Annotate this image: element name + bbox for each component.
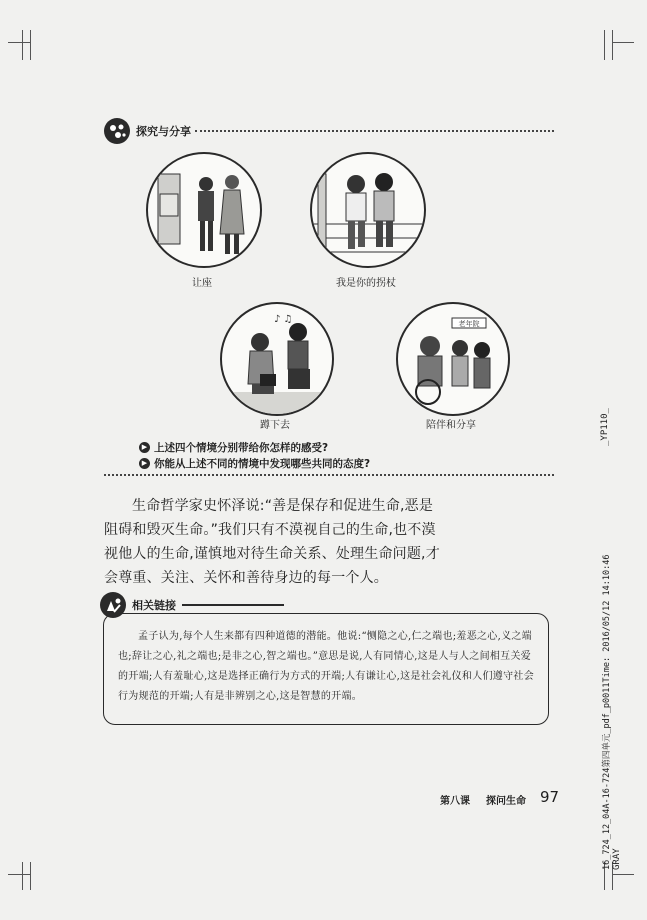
explore-badge-icon [104,118,130,144]
scene-caption: 让座 [192,278,212,289]
arrow-bullet-icon: ▶ [139,442,150,453]
question-item [139,456,370,471]
scene-sign: 老年院 [458,320,480,328]
crop-mark [22,30,23,60]
crop-mark [30,862,31,890]
header-rule [182,604,284,606]
related-link-text: 孟子认为,每个人生来都有四种道德的潜能。他说:“恻隐之心,仁之端也;羞恶之心,义之端也;辞让之心,礼之端也;是非之心,智之端也。”意思是说,人有同情心,这是人与人之间相互关爱的开端;人有羞耻心,这是选择正确行为方式的开端;人有谦让心,这是社会礼仪和人们遵守社会行为规范的开端;人有是非辨别之心,这是智慧的开端。 [118,631,534,702]
question-text: 你能从上述不同的情境中发现哪些共同的态度? [154,458,371,470]
explore-section-header [104,118,554,144]
scene-crutch-illustration [310,152,426,268]
scene-companionship-illustration [396,302,510,416]
crop-mark [604,30,605,60]
scene-squat-down-illustration [220,302,334,416]
scene-caption: 我是你的拐杖 [336,278,396,289]
scene-offer-seat-illustration [146,152,262,268]
print-gray-label: GRAY [612,848,622,870]
crop-mark [612,30,613,60]
related-link-title: 相关链接 [132,599,176,612]
crop-mark [30,30,31,60]
footer-lesson: 第八课 [440,796,470,807]
question-item [139,440,328,455]
crop-mark [8,42,30,43]
scene-caption: 陪伴和分享 [426,420,476,431]
dotted-divider [104,474,554,476]
crop-mark [612,874,634,875]
footer-lesson-title: 探问生命 [486,796,526,807]
crop-mark [612,42,634,43]
scene-caption: 蹲下去 [260,420,290,431]
main-paragraph: 生命哲学家史怀泽说:“善是保存和促进生命,恶是阻碍和毁灭生命。”我们只有不漠视自己的生命,也不漠视他人的生命,谨慎地对待生命关系、处理生命问题,才会尊重、关注、关怀和善待身边的每一个人。 [104,498,440,586]
crop-mark [22,862,23,890]
print-code-top: _YP110_ [600,408,610,446]
page-number: 97 [540,788,560,806]
explore-title: 探究与分享 [136,125,191,138]
dotted-divider [195,130,554,132]
print-code-bottom: 16_724_12_04A-16-724第四单元_pdf_p0011Time: 2016/05/12 14:10:46 [602,554,612,870]
arrow-bullet-icon: ▶ [139,458,150,469]
question-text: 上述四个情境分别带给你怎样的感受? [154,442,329,454]
crop-mark [8,874,30,875]
svg-text:♪ ♫: ♪ ♫ [274,314,293,325]
